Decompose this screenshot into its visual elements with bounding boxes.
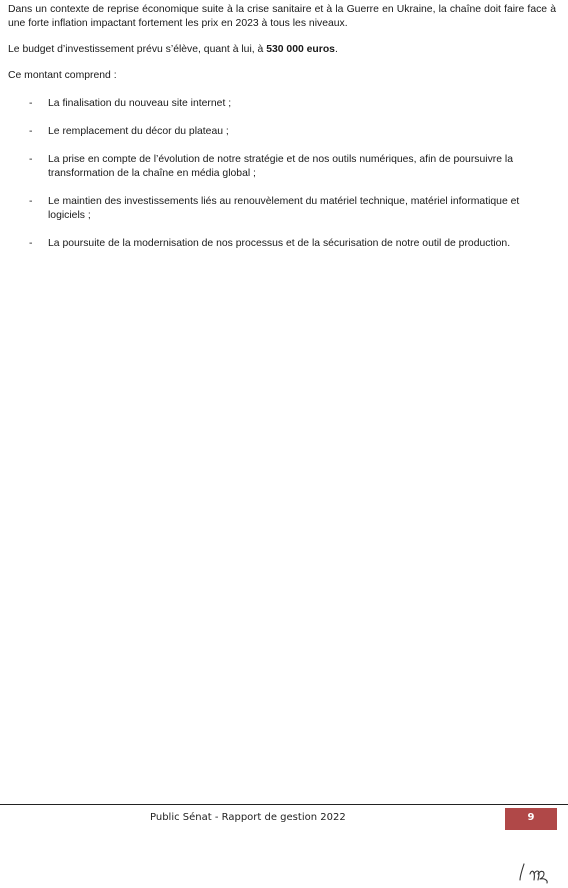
handwritten-initials	[516, 858, 560, 884]
list-item-text: La poursuite de la modernisation de nos processus et de la sécurisation de notre outil de production.	[48, 238, 511, 249]
paragraph-budget	[8, 43, 556, 57]
investment-list	[8, 97, 556, 251]
bullet-dash: -	[29, 126, 33, 137]
budget-period: .	[334, 44, 338, 55]
bullet-dash: -	[29, 238, 33, 249]
bullet-dash: -	[29, 154, 33, 165]
page-number: 9	[527, 812, 535, 823]
paragraph-intro-list: Ce montant comprend :	[8, 70, 117, 81]
paragraph-context: Dans un contexte de reprise économique suite à la crise sanitaire et à la Guerre en Ukraine, la chaîne doit faire face à une forte inflation impactant fortement les prix en 2023 à tous les niveaux.	[8, 4, 556, 29]
list-item	[8, 237, 556, 251]
page-number-badge	[505, 808, 557, 830]
footer-title: Public Sénat - Rapport de gestion 2022	[150, 812, 346, 823]
budget-amount: 530 000 euros	[266, 44, 335, 55]
bullet-dash: -	[29, 98, 33, 109]
page-content	[8, 3, 556, 265]
list-item	[8, 97, 556, 111]
list-item-text: La prise en compte de l’évolution de notre stratégie et de nos outils numériques, afin de poursuivre la transformation de la chaîne en média global ;	[48, 154, 513, 179]
budget-text: Le budget d’investissement prévu s’élève, quant à lui, à	[8, 44, 267, 55]
list-item	[8, 153, 556, 181]
footer-divider	[0, 804, 568, 805]
list-item-text: La finalisation du nouveau site internet ;	[48, 98, 232, 109]
list-item	[8, 125, 556, 139]
list-item	[8, 195, 556, 223]
list-item-text: Le remplacement du décor du plateau ;	[48, 126, 229, 137]
list-item-text: Le maintien des investissements liés au renouvèlement du matériel technique, matériel informatique et logiciels ;	[48, 196, 520, 221]
bullet-dash: -	[29, 196, 33, 207]
